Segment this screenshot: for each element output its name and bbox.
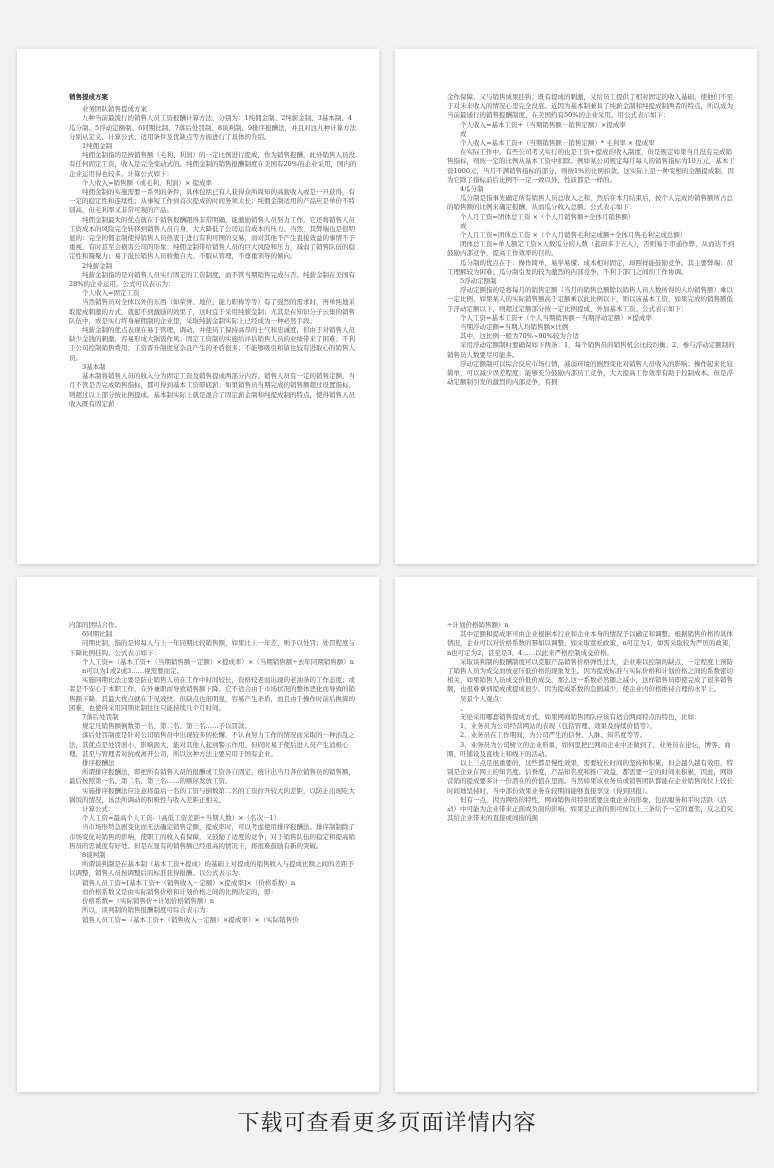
document-page-3 bbox=[17, 577, 379, 1092]
paragraph: 以上三点是很重要的，这些都是慢性效果，需要较长时间的坚持和积累，但会越久越有效用，特别是企业在网上的知名度、信誉度，产品知名度和推广效益，都需要一定的时间来积累，因此，网络营销的提成要多计一份潜在的价值在里面。当然如果该业务员或销售团队都能在企业销售岗位上较长时间地坚持时，当中部份效果业务在较期间能够直接享受（得到回报）。 bbox=[447, 759, 733, 795]
formula: 个人收入=基本工资+（当期销售额－销售定额）×提成率 bbox=[460, 120, 626, 129]
paragraph: 、 bbox=[460, 703, 467, 712]
formula: 当期浮动定额=当期人均销售额×比例 bbox=[460, 323, 569, 332]
section-heading: 2纯薪金制 bbox=[82, 261, 113, 270]
paragraph: 基本制将销售人员的收入分为固定工资及销售提成两部分内容。销售人员有一定的销售定额，当月不管是否完成销售指标，都可得到基本工资即底薪；如果销售员当期完成的销售额超过设置指标，则超过以上部分按比例提成。基本制实际上就是混合了固定薪金制和纯提成制的特点，使得销售人员收入既有固定薪 bbox=[69, 372, 355, 408]
document-page-1 bbox=[17, 49, 379, 564]
formula: 个人收入=销售额（或毛利、利润）× 提成率 bbox=[82, 178, 212, 187]
paragraph: 其中定额和提成率可由企业根据本行业和企业本身的情况予以确定和调整。根据销售价格的具体情况，企业可以对价格系数的幂如以调整，如采取宽松政策，n可定为1，如需采取较为严厉的政策，n也可定为2，甚至是3、4……以此来严格控制成交价格。 bbox=[447, 630, 735, 657]
paragraph: 所谓谈判制是在基本制（基本工资+提成）的基础上对提成的销售收入与提成比额之间的差距予以调整，销售人员按调整后的标准获得报酬。以公式表示为： bbox=[69, 860, 354, 878]
paragraph: 实施排序报酬法应注意将最后一名的工资与倒数第二名的工资拉开较大的差距，以防止出现吃大锅饭的情况，该法所调动的积极性与收入差距正相关。 bbox=[69, 786, 355, 804]
paragraph: 浮动定额制可以综合反应市场行情，减弱环境的剧烈变化对销售人员收入的影响；操作起来比较简单，可以减少误差程度；能够充分鼓励内部员工竞争，大大提高工作效率有助于控制成本。但是浮动定额制引发的激烈的内部竞争，有损 bbox=[447, 359, 733, 387]
section-heading: 7落后处罚制 bbox=[82, 713, 119, 722]
paragraph: 纯薪金制的优点表现在易于管理、调动，并使员工保持高昂的士气和忠诚度，但由于对销售人员缺少金钱的刺激，容易形成大锅饭作风；固定工资制的实施给评估销售人员的业绩带来了困难；不利于公司控制销售费用；工资晋升制度复杂且产生的矛盾很多；不能够吸引和留住较有进取心的销售人员。 bbox=[69, 326, 355, 362]
section-heading: 排序报酬法 bbox=[82, 759, 115, 768]
formula: 个人月工资=团体总工资 ×（个人月销售额÷全体月销售额） bbox=[460, 212, 635, 221]
paragraph: 当然销售员对全体以外的东西（如荣誉、地位、能力职称等等）有了强烈的需求时，再单纯地采取提成刺激的方式，就起不到激励的效果了，这时宜于采用纯薪金制；尤其是在知识分子云集的销售队伍中，或是实行终身雇佣制的企业里，采取纯薪金制实际上已经成为一种必然手段。 bbox=[69, 298, 355, 325]
list-item: 1、业务员为公司经营网站的表现（包括管理、效果及持续价值等）。 bbox=[460, 722, 656, 731]
paragraph: 浮动定额指的是将每月的销售定额（当月的销售总额除以销售人员人数所得的人均销售额）乘以一定比例，如果某人的实际销售额高于定额乘以此比例以下，则以该基本工资，如果完成的销售额低于浮动定额以下，则超过定额部分按一定比例提成，外加基本工资。公式表示如下： bbox=[447, 286, 733, 313]
paragraph: 当市场形势急剧变化而无法确定销售定额，提成率时，可以考虑使用排序报酬法。排序制制除了市场变化对销售的影响，使职工的收入有保障，又鼓励了适度的竞争；对于销售队伍的稳定和提高销售员的忠诚度有好处。但是在显有的销售额已经很高的情况下，将很难鼓励有新的突破。 bbox=[69, 823, 355, 850]
document-title: 销售提成方案 bbox=[69, 93, 108, 101]
paragraph: 实施同期比法主要是防止销售人员在工作中时间较长，资格较老而出现的老油条的工作态度；或者是不安心于本职工作，在外兼职而导致销售额下降。它不适合由于市场状况的整体恶化而导致的销售额下降，其最大优点就在于见效快，但缺点也很明显，容易产生矛盾，而且由于操作时前后换算的困难，也使得采用同期比制往往只能持续几个月时间。 bbox=[69, 676, 355, 712]
paragraph: 落后处罚制度是针对公司销售员中出现较多的松懈，不认真努力工作的情况而采取的一种治乱之法，其优点是处罚面小，影响面大，能对其他人起到警示作用。但同时易于使后进人员产生消极心理，甚至与管理者对抗或离开公司，所以这种方法主要应用于国有企业。 bbox=[69, 731, 355, 758]
paragraph: 九种当前最流行的销售人员工资报酬计算方法，分别为：1纯佣金制、2纯薪金制、3基本制、4瓜分制、5浮动定额制、6同期比制、7落后处罚制、8谈判制、9排序报酬法，并且对这九种计算方法分别从定义、计算公式、适用条件及优缺点等方面进行了具体的介绍。 bbox=[69, 114, 357, 141]
list-item: 2、业务员在工作期间，为公司严生的信誉、人脉、知名度等等。 bbox=[460, 731, 647, 740]
paragraph: n可以为1或2或3……视需要而定。 bbox=[82, 667, 184, 676]
list-item: 3、业务员为公司树立的企业形象，如何里把巴网商企业中还做到了，业务员在论坛、博客、商圈、旺铺设及直线上和线下的活动。 bbox=[447, 740, 731, 758]
paragraph: ÷计划价格销售额）n bbox=[447, 621, 509, 629]
paragraph: 瓜分制的优点在于：操作简单，易学易懂；成本相对固定，却照样能鼓励竞争。其主要弊端：员工理解较为困难；瓜分制引发的较为激烈的内部竞争，不利于部门之间的工作协调。 bbox=[447, 258, 733, 276]
section-heading: 3基本制 bbox=[82, 362, 106, 371]
paragraph: 内部的团结合作。 bbox=[69, 621, 121, 629]
paragraph: 或 bbox=[460, 129, 467, 138]
formula: 销售人员工资=（基本工资+（销售收入－定额）×提成率）×（实际销售价 bbox=[82, 915, 299, 924]
document-page-4 bbox=[395, 577, 757, 1092]
formula: 销售人员工资=[基本工资+（销售收入－定额）×提成率]×（价格系数）n bbox=[82, 878, 296, 887]
paragraph: 采取谈判制的报酬制度可以克服产品销售价格弹性过大，企业难以控制的缺点，一定程度上预防了销售人员为成交而放意压低价格的现象发生。因为提成标准与实际价格和计划价格之间的系数密切相关，如果销售人员成交价低价成交，那么这一系数必然随之减小，这样销售员即使完成了很多销售额，也很难拿到提成或提成很少。因为提成系数的急剧减少，使企业内价格维持合理的水平上。 bbox=[447, 657, 733, 694]
paragraph: 瓜分制是指事先确定所有销售人员总收入之和，然后在本月结束后，按个人完成的销售额所占总的销售额的比例来确定报酬，从而瓜分收入总额。公式表示如下： bbox=[447, 194, 733, 212]
download-more-prompt: 下载可查看更多页面详情内容 bbox=[237, 1111, 537, 1136]
formula: 个人收入=固定工资 bbox=[82, 289, 140, 298]
formula: 个人工资=最高个人工资-（高低工资差距÷当期人数）×（名次－1） bbox=[82, 814, 281, 823]
paragraph: 吴景个人观点： bbox=[460, 694, 506, 703]
formula: 个人月工资=团体总工资 ×（个人月销售毛利完成额÷全体月售毛利完成总额） bbox=[460, 231, 687, 240]
paragraph: 金作保障，又与销售成果挂钩；既有提成的刺激，又给员工提供了相对固定的收入基础，使他们不至于对未来收入的情况心里完全没底。近因为基本制兼具了纯薪金制和纯提成制两者的特点，所以成为当前最通行的销售报酬制度，在美国约有50%的企业采用。用公式表示如下： bbox=[447, 93, 733, 120]
paragraph: 计算公式： bbox=[82, 805, 115, 814]
section-heading: 6同期比制 bbox=[82, 630, 113, 639]
section-heading: 1纯佣金制 bbox=[82, 142, 113, 151]
paragraph: 在实际工作中，有些公司考又实行的也是工资+提成的收入制度，但是规定如果当月没有完成销售指标，则按一定的比例从基本工资中扣除。例如某公司规定每月每人的销售指标为10万元，基本工资1000元，当月不满销售指标的部分，则按1%的比例扣款。这实际上是一种变相的全额提成制，因为它除了指标前后比例不一定一致以外，性质都是一样的。 bbox=[447, 148, 735, 184]
paragraph: 采用浮动定额制时要确保如下两条：1，每个销售员的销售机会比较均衡；2，参与浮动定额制的销售员人数要尽可能多。 bbox=[447, 341, 735, 359]
paragraph: 规定凡销售额倒数第一名、第二名、第三名……予以罚款。 bbox=[82, 722, 251, 731]
paragraph: 纯佣金制的实施需要一系列的条件，具体包括已有人获得众所周知的高薪收入或是一旦获得，有一定的稳定性和连续性；从事短工作到首次提成的时间务须太长；纯佣金制适用的产品应是单价不特别高，但毛利率又非常可观的产品。 bbox=[69, 188, 355, 215]
paragraph: 而价格系数又是由实际销售价格和计划价格之间的比例决定的，即： bbox=[82, 887, 277, 896]
paragraph: 同期比制，指的是将每人与上一年同期比较销售额，如果比上一年差，则予以处罚；处罚程度与下降比例挂钩。公式表示如下： bbox=[69, 639, 355, 657]
paragraph: 纯薪金制指的是对销售人员实行固定的工资制度，而不管当期销售完成与否。纯薪金制在美国有28%的企业运用。公式可以表示为： bbox=[69, 270, 355, 289]
formula: 个人工资=基本工资+（个人当期销售额－当期浮动定额）×提成率 bbox=[460, 313, 652, 322]
paragraph: 其中，这比例一般为70%~90%较为合适 bbox=[460, 332, 579, 341]
section-heading: 5浮动定额制 bbox=[460, 277, 497, 286]
paragraph: 业务团队销售提成方案 bbox=[82, 105, 147, 114]
paragraph: 所谓排序报酬法，即把所有销售人员的报酬或工资各自固定，统计出当月各位销售员的销售额，最后按照第一名、第二名、第三名……的顺序发放工资。 bbox=[69, 768, 355, 786]
paragraph: 但有一点，因为网络的特性，网商销售员特别需要注重企业的形象，包括服务和平时活跃（活动）中可能为企业带来正面或负面的影响，如果是正面的则可按以上三条给予一定的嘉奖，反之追究其给企业带来的直接或间接的损 bbox=[447, 795, 733, 823]
paragraph: 纯佣金制指的是按销售额（毛利、利润）的一定比例进行提成，作为销售报酬，此外销售人员没有任何固定工资，收入是完全变动式的。纯佣金制的销售报酬制度在美国有20%的企业采用，国内的企业运用得也较多。计算公式如下： bbox=[69, 151, 357, 178]
document-page-2 bbox=[395, 49, 757, 564]
section-heading: 8谈判制 bbox=[82, 851, 106, 860]
paragraph: 团体总工资=单人额定工资×人数瓜分的人数（起码多于五人），否则易于串通作弊，从而达不到鼓励内部竞争，提高工作效率的目的。 bbox=[447, 240, 735, 258]
section-heading: 4瓜分制 bbox=[460, 185, 484, 194]
paragraph: 所以，谈判制的销售报酬制度可综合表示为： bbox=[82, 906, 212, 915]
formula: 价格系数=（实际销售价÷计划价格销售额）n bbox=[82, 897, 215, 906]
formula: 个人收入=基本工资+（当期销售额－销售定额）* 毛利率 × 提成率 bbox=[460, 139, 655, 148]
paragraph: 无论采用哪套销售提成方式，如果网商销售团队应该有适合网商特点的特色，比如： bbox=[460, 713, 701, 722]
paragraph: 纯佣金制最大的优点就在于销售报酬跟得非常明确，能激励销售人员努力工作，它还将销售人员工资成本的风险完全转移到销售人员自身，大大降低了公司运营成本的压力。当然，其弊端也是很明显的：完全的佣金制使得销售人员热衷于进行有利可图的交易，而对其他不产生直接效益的事情不予重视，有时甚至会损害公司的形象；纯佣金制带给销售人员的巨大风险和压力，减弱了销售队伍的稳定性和凝聚力；易于滋长销售人员骄傲自大、不服从管理，不尊重领导的倾向。 bbox=[69, 215, 355, 261]
formula: 个人工资=（基本工资+（当期销售额－定额）×提成率）×（当期销售额÷去年同期销售额）n bbox=[82, 657, 354, 666]
paragraph: 或 bbox=[460, 221, 467, 230]
